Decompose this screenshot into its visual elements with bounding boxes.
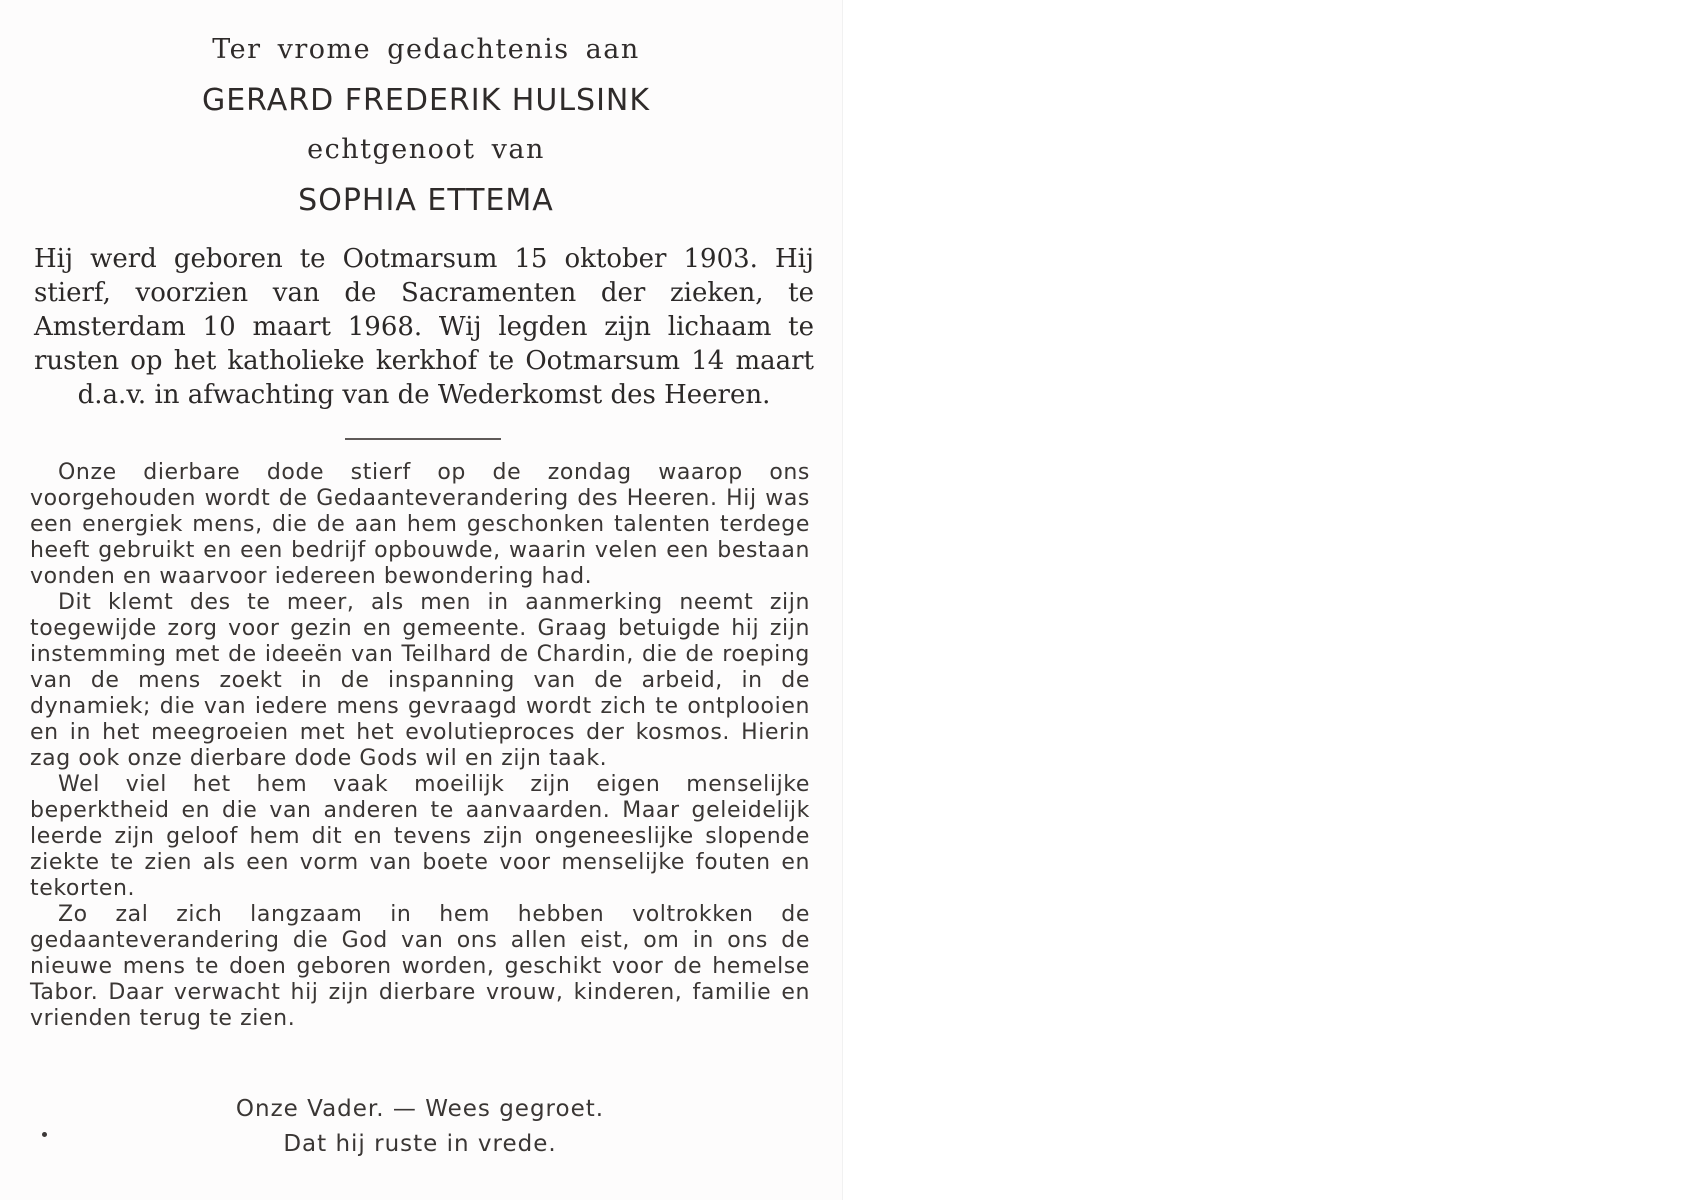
eulogy-paragraph: Dit klemt des te meer, als men in aanmerking neemt zijn toegewijde zorg voor gezin en gemeente. Graag betuigde hij zijn instemming met de ideeën van Teilhard de Chardin, die de roeping van de mens zoekt in de inspanning van de arbeid, in de dynamiek; die van iedere mens gevraagd wordt zich te ontplooien en in het meegroeien met het evolutieproces der kosmos. Hierin zag ook onze dierbare dode Gods wil en zijn taak. — [30, 590, 810, 771]
prayer-line: Onze Vader. — Wees gegroet. — [235, 1096, 605, 1122]
spouse-name: SOPHIA ETTEMA — [298, 183, 554, 218]
eulogy-paragraph: Zo zal zich langzaam in hem hebben voltrokken de gedaanteverandering die God van ons allen eist, om in ons de nieuwe mens te doen geboren worden, geschikt voor de hemelse Tabor. Daar verwacht hij zijn dierbare vrouw, kinderen, familie en vrienden terug te zien. — [30, 902, 810, 1031]
intro-line: Ter vrome gedachtenis aan — [212, 34, 640, 65]
closing-line: Dat hij ruste in vrede. — [283, 1131, 557, 1157]
text-panel — [0, 0, 842, 1200]
photo-panel — [843, 0, 1696, 1200]
divider-line — [345, 438, 501, 440]
print-speck — [42, 1132, 47, 1137]
eulogy-text — [30, 460, 810, 1032]
header-block — [30, 30, 822, 230]
eulogy-paragraph: Onze dierbare dode stierf op de zondag waarop ons voorgehouden wordt de Gedaanteverandering des Heeren. Hij was een energiek mens, die de aan hem geschonken talenten terdege heeft gebruikt en een bedrijf opbouwde, waarin velen een bestaan vonden en waarvoor iedereen bewondering had. — [30, 460, 810, 589]
biography: Hij werd geboren te Ootmarsum 15 oktober 1903. Hij stierf, voorzien van de Sacramenten der zieken, te Amsterdam 10 maart 1968. Wij legden zijn lichaam te rusten op het katholieke kerkhof te Ootmarsum 14 maart d.a.v. in afwachting van de Wederkomst des Heeren. — [34, 244, 814, 410]
eulogy-paragraph: Wel viel het hem vaak moeilijk zijn eigen menselijke beperktheid en die van anderen te aanvaarden. Maar geleidelijk leerde zijn geloof hem dit en tevens zijn ongeneeslijke slopende ziekte te zien als een vorm van boete voor menselijke fouten en tekorten. — [30, 772, 810, 901]
prayer-block — [30, 1092, 810, 1162]
deceased-name: GERARD FREDERIK HULSINK — [201, 83, 651, 118]
relation-line: echtgenoot van — [307, 134, 545, 165]
